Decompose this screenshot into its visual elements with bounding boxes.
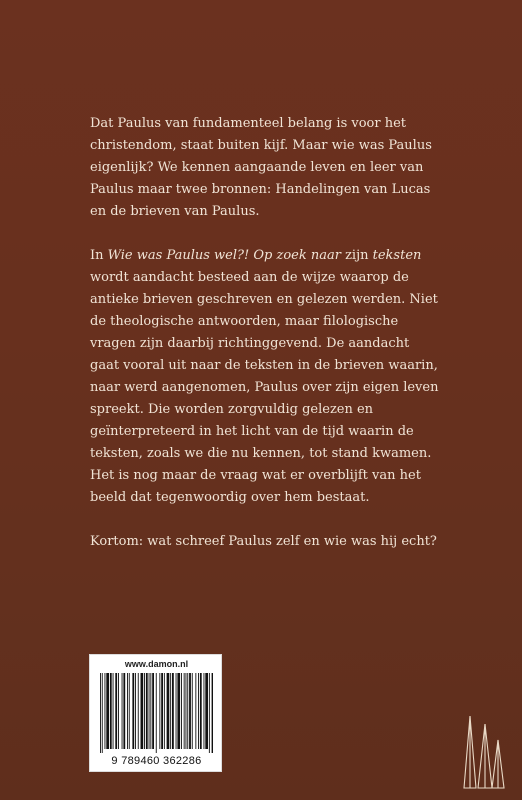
barcode-bar xyxy=(176,673,177,749)
barcode-bar xyxy=(115,673,117,749)
barcode-bar xyxy=(132,673,134,749)
barcode-bar xyxy=(187,673,188,749)
barcode-bar xyxy=(205,673,208,749)
barcode-bar xyxy=(209,673,210,753)
blurb-mid: zijn xyxy=(340,248,373,263)
book-title-italic: Wie was Paulus wel?! Op zoek naar xyxy=(107,248,341,263)
barcode-bar xyxy=(100,673,101,753)
barcode-bar xyxy=(138,673,139,749)
barcode-bar xyxy=(184,673,185,749)
barcode-bar xyxy=(127,673,128,749)
barcode-bar xyxy=(106,673,109,749)
barcode-bar xyxy=(110,673,112,749)
barcode-bar xyxy=(146,673,148,749)
barcode-bar xyxy=(186,673,187,749)
barcode-bar xyxy=(141,673,144,749)
back-cover-blurb xyxy=(90,113,440,575)
barcode-bar xyxy=(149,673,150,749)
barcode-bar xyxy=(177,673,180,749)
barcode-bar xyxy=(167,673,170,749)
barcode-bar xyxy=(212,673,213,753)
barcode-bar xyxy=(102,673,103,753)
blurb-paragraph-2 xyxy=(90,245,440,509)
barcode-bar xyxy=(200,673,202,749)
barcode-bar xyxy=(144,673,145,749)
isbn-number: 9 789460 362286 xyxy=(111,755,202,767)
barcode-bar xyxy=(189,673,191,749)
barcode-bar xyxy=(195,673,196,749)
barcode-bar xyxy=(135,673,136,749)
blurb-rest: wordt aandacht besteed aan de wijze waarop de antieke brieven geschreven en gelezen werden. Niet de theologische antwoorden, maar filologische vragen zijn daarbij richtinggevend. De aandacht gaat vooral uit naar de teksten in de brieven waarin, naar werd aangenomen, Paulus over zijn eigen leven spreekt. Die worden zorgvuldig gelezen en geïnterpreteerd in het licht van de tijd waarin de teksten, zoals we die nu kennen, tot stand kwamen. Het is nog maar de vraag wat er overblijft van het beeld dat tegenwoordig over hem bestaat. xyxy=(90,270,439,505)
barcode-bar xyxy=(156,673,157,753)
barcode-bar xyxy=(181,673,182,749)
barcode-bar xyxy=(123,673,125,749)
barcode-bar xyxy=(198,673,199,749)
barcode-bar xyxy=(118,673,119,749)
barcode-bar xyxy=(164,673,165,749)
barcode-bar xyxy=(192,673,193,749)
barcode-bar xyxy=(105,673,106,749)
barcode-bar xyxy=(172,673,174,749)
publisher-url: www.damon.nl xyxy=(124,659,189,669)
barcode-bar xyxy=(204,673,205,749)
blurb-intro: In xyxy=(90,248,108,263)
barcode-bar xyxy=(129,673,130,749)
barcode-label xyxy=(89,654,222,772)
barcode-bar xyxy=(159,673,160,749)
barcode-bar xyxy=(161,673,163,749)
blurb-paragraph-3: Kortom: wat schreef Paulus zelf en wie was hij echt? xyxy=(90,534,437,549)
book-title-italic-word: teksten xyxy=(372,248,422,263)
barcode-bars xyxy=(100,673,213,753)
blurb-paragraph-1: Dat Paulus van fundamenteel belang is voor het christendom, staat buiten kijf. Maar wie was Paulus eigenlijk? We kennen aangaande leven en leer van Paulus maar twee bronnen: Handelingen van Lucas en de brieven van Paulus. xyxy=(90,116,432,219)
publisher-logo-icon xyxy=(461,712,507,790)
barcode-bar xyxy=(152,673,154,749)
barcode-bar xyxy=(113,673,114,749)
barcode-bar xyxy=(150,673,151,749)
barcode-bar xyxy=(122,673,123,749)
barcode-bar xyxy=(170,673,171,749)
